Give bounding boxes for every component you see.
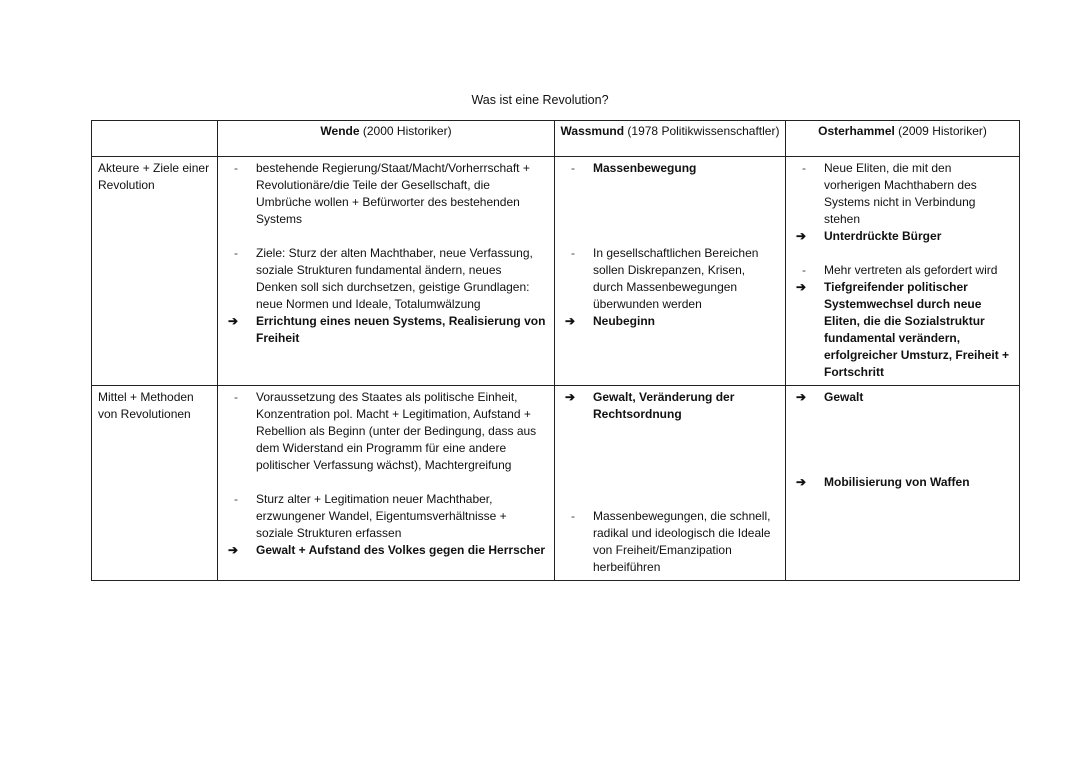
header-wende [218, 121, 555, 157]
spacer [563, 211, 777, 228]
item-text: Neubeginn [593, 314, 655, 328]
corner-cell [92, 121, 218, 157]
bullet-item [226, 245, 546, 313]
header-name: Wende [320, 124, 360, 138]
conclusion-item [794, 279, 1011, 381]
row-label: Mittel + Methoden von Revolutionen [98, 390, 194, 421]
bullet-item [794, 262, 1011, 279]
spacer [794, 457, 1011, 474]
cell-wende [218, 386, 555, 581]
arrow-right-icon: ➔ [796, 229, 807, 243]
header-name: Osterhammel [818, 124, 895, 138]
conclusion-item [226, 313, 546, 347]
bullet-item [226, 160, 546, 228]
dash-bullet-icon: - [234, 390, 238, 404]
spacer [226, 228, 546, 245]
item-text: Errichtung eines neuen Systems, Realisierung von Freiheit [256, 314, 546, 345]
conclusion-item [563, 389, 777, 423]
item-text: Ziele: Sturz der alten Machthaber, neue Verfassung, soziale Strukturen fundamental ändern, neues Denken soll sich durchsetzen, geistige Grundlagen: neue Normen und Ideale, Totalumwälzung [256, 246, 533, 311]
arrow-right-icon: ➔ [228, 314, 239, 328]
cell-wassmund [555, 386, 786, 581]
item-text: Voraussetzung des Staates als politische Einheit, Konzentration pol. Macht + Legitimation, Aufstand + Rebellion als Beginn (unter der Bedingung, dass aus dem Widerstand ein Programm für eine andere politischer Verfassung wächst), Machtergreifung [256, 390, 537, 472]
header-detail: (1978 Politikwissenschaftler) [624, 124, 780, 138]
spacer [794, 440, 1011, 457]
dash-bullet-icon: - [234, 492, 238, 506]
item-text: Mobilisierung von Waffen [824, 475, 970, 489]
comparison-table [91, 120, 1020, 581]
item-text: Massenbewegungen, die schnell, radikal und ideologisch die Ideale von Freiheit/Emanzipation herbeiführen [593, 509, 771, 574]
arrow-right-icon: ➔ [228, 543, 239, 557]
item-text: bestehende Regierung/Staat/Macht/Vorherrschaft + Revolutionäre/die Teile der Gesellschaft, die Umbrüche wollen + Befürworter des bestehenden Systems [256, 161, 530, 226]
conclusion-item [794, 474, 1011, 491]
header-row [92, 121, 1020, 157]
row-mittel-methoden [92, 386, 1020, 581]
header-detail: (2009 Historiker) [894, 124, 987, 138]
bullet-item [563, 245, 777, 313]
cell-osterhammel [786, 157, 1020, 386]
spacer [794, 245, 1011, 262]
item-text: Neue Eliten, die mit den vorherigen Machthabern des Systems nicht in Verbindung stehen [824, 161, 977, 226]
arrow-right-icon: ➔ [796, 475, 807, 489]
arrow-right-icon: ➔ [565, 390, 576, 404]
row-label: Akteure + Ziele einer Revolution [98, 161, 210, 192]
item-text: Gewalt, Veränderung der Rechtsordnung [593, 390, 735, 421]
item-text: Massenbewegung [593, 161, 697, 175]
spacer [226, 474, 546, 491]
spacer [563, 194, 777, 211]
dash-bullet-icon: - [571, 161, 575, 175]
dash-bullet-icon: - [234, 161, 238, 175]
row-label-cell [92, 157, 218, 386]
document-title: Was ist eine Revolution? [471, 93, 609, 107]
conclusion-item [794, 389, 1011, 406]
cell-wassmund [555, 157, 786, 386]
header-wassmund [555, 121, 786, 157]
arrow-right-icon: ➔ [796, 390, 807, 404]
dash-bullet-icon: - [802, 263, 806, 277]
spacer [563, 177, 777, 194]
bullet-item [226, 389, 546, 474]
dash-bullet-icon: - [802, 161, 806, 175]
arrow-right-icon: ➔ [565, 314, 576, 328]
bullet-item [563, 160, 777, 177]
item-text: Sturz alter + Legitimation neuer Machthaber, erzwungener Wandel, Eigentumsverhältnisse + soziale Strukturen erfassen [256, 492, 507, 540]
bullet-item [794, 160, 1011, 228]
item-text: Gewalt [824, 390, 864, 404]
conclusion-item [226, 542, 546, 559]
conclusion-item [794, 228, 1011, 245]
item-text: In gesellschaftlichen Bereichen sollen Diskrepanzen, Krisen, durch Massenbewegungen überwunden werden [593, 246, 759, 311]
bullet-item [226, 491, 546, 542]
spacer [794, 406, 1011, 423]
arrow-right-icon: ➔ [796, 280, 807, 294]
row-akteure-ziele [92, 157, 1020, 386]
item-text: Mehr vertreten als gefordert wird [824, 263, 998, 277]
spacer [563, 228, 777, 245]
spacer [563, 440, 777, 457]
dash-bullet-icon: - [571, 246, 575, 260]
spacer [563, 423, 777, 440]
dash-bullet-icon: - [571, 509, 575, 523]
spacer [563, 457, 777, 474]
header-osterhammel [786, 121, 1020, 157]
cell-wende [218, 157, 555, 386]
cell-osterhammel [786, 386, 1020, 581]
spacer [794, 423, 1011, 440]
header-name: Wassmund [560, 124, 625, 138]
conclusion-item [563, 313, 777, 330]
spacer [563, 474, 777, 491]
header-detail: (2000 Historiker) [359, 124, 452, 138]
spacer [563, 491, 777, 508]
row-label-cell [92, 386, 218, 581]
item-text: Gewalt + Aufstand des Volkes gegen die Herrscher [256, 543, 546, 557]
item-text: Tiefgreifender politischer Systemwechsel durch neue Eliten, die die Sozialstruktur fundamental verändern, erfolgreicher Umsturz, Freiheit + Fortschritt [824, 280, 1010, 379]
item-text: Unterdrückte Bürger [824, 229, 942, 243]
dash-bullet-icon: - [234, 246, 238, 260]
bullet-item [563, 508, 777, 576]
